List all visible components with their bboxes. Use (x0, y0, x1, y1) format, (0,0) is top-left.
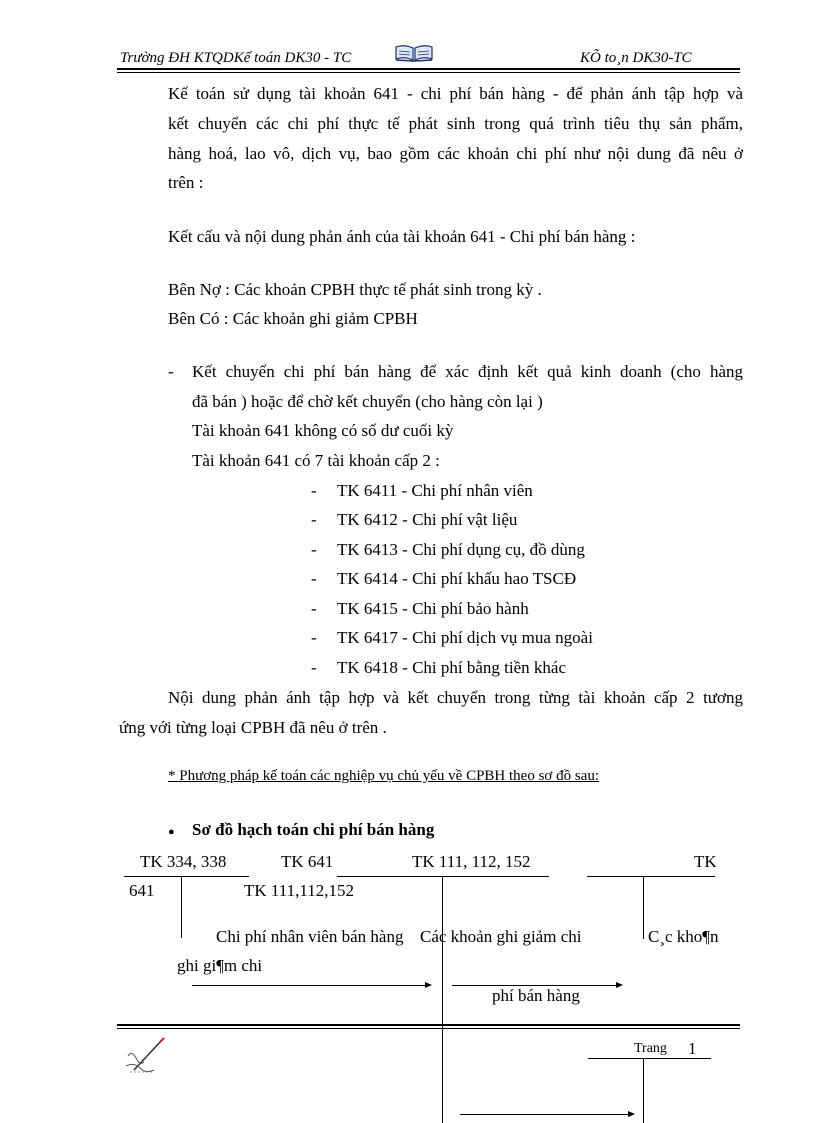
sub-account-6411: TK 6411 - Chi phí nhân viên (337, 481, 533, 500)
header-rule-thin (117, 72, 740, 73)
sub-dash: - (311, 569, 317, 588)
sub-dash: - (311, 599, 317, 618)
debit-line: Bên Nợ : Các khoản CPBH thực tế phát sinh trong kỳ . (168, 280, 542, 299)
account-tk334: TK 334, 338 (140, 852, 227, 871)
intro-line-1: Kế toán sử dụng tài khoản 641 - chi phí bán hàng - để phản ánh tập hợp và (168, 84, 743, 103)
intro-line-2: kết chuyển các chi phí thực tế phát sinh trong quá trình tiêu thụ sản phẩm, (168, 114, 743, 133)
t-account-stem-tk641 (442, 876, 443, 1123)
structure-heading: Kết cấu và nội dung phản ánh của tài khoản 641 - Chi phí bán hàng : (168, 227, 636, 246)
content-line-1: Nội dung phản ánh tập hợp và kết chuyển trong từng tài khoản cấp 2 tương (168, 688, 743, 707)
dash-bullet: - (168, 362, 174, 381)
account-tk641: TK 641 (281, 852, 334, 871)
account-tk111-top: TK 111, 112, 152 (412, 852, 531, 871)
arrow-to-tk641 (192, 985, 430, 986)
account-tk111-second: TK 111,112,152 (244, 881, 355, 900)
label-reduction-vn3: C¸c kho¶n (648, 927, 719, 946)
account-tk-right: TK (694, 852, 717, 871)
header-rule-thick (117, 68, 740, 70)
sub-dash: - (311, 628, 317, 647)
sub-account-6414: TK 6414 - Chi phí khấu hao TSCĐ (337, 569, 577, 588)
label-selling-cost: phí bán hàng (492, 986, 580, 1005)
sub-count-line: Tài khoản 641 có 7 tài khoản cấp 2 : (192, 451, 440, 470)
content-line-2: ứng với từng loại CPBH đã nêu ở trên . (119, 718, 387, 737)
label-reduction-vn3-cont: ghi gi¶m chi (177, 956, 263, 975)
bullet-icon: ● (168, 826, 175, 838)
header-right: KÕ to¸n DK30-TC (580, 50, 692, 66)
sub-account-6417: TK 6417 - Chi phí dịch vụ mua ngoài (337, 628, 593, 647)
t-account-top-tk334 (124, 876, 249, 877)
sub-account-6418: TK 6418 - Chi phí bằng tiền khác (337, 658, 566, 677)
t-account-stem-tk334 (181, 876, 182, 938)
header-left: Trường ĐH KTQDKế toán DK30 - TC (120, 50, 352, 66)
intro-line-4: trên : (168, 173, 204, 192)
t-account-top-tk641 (337, 876, 549, 877)
sub-dash: - (311, 481, 317, 500)
no-balance-line: Tài khoản 641 không có số dư cuối kỳ (192, 421, 454, 440)
open-book-icon (394, 43, 434, 68)
t-account-top-footer (588, 1058, 711, 1059)
intro-line-3: hàng hoá, lao vô, dịch vụ, bao gồm các khoản chi phí như nội dung đã nêu ở (168, 144, 743, 163)
credit-line: Bên Có : Các khoản ghi giảm CPBH (168, 309, 418, 328)
transfer-line-1: Kết chuyển chi phí bán hàng để xác định kết quả kinh doanh (cho hàng (192, 362, 743, 381)
t-account-stem-tk-right (643, 876, 644, 939)
method-heading: * Phương pháp kế toán các nghiệp vụ chủ yếu về CPBH theo sơ đồ sau: (168, 768, 600, 784)
arrow-bottom (460, 1114, 633, 1115)
sub-account-6413: TK 6413 - Chi phí dụng cụ, đồ dùng (337, 540, 585, 559)
diagram-title: Sơ đồ hạch toán chi phí bán hàng (192, 820, 435, 839)
sub-dash: - (311, 658, 317, 677)
t-account-stem-footer (643, 1058, 644, 1123)
sub-dash: - (311, 540, 317, 559)
sub-account-6415: TK 6415 - Chi phí bảo hành (337, 599, 529, 618)
label-salary-cost: Chi phí nhân viên bán hàng (216, 927, 404, 946)
footer-rule-thick (117, 1024, 740, 1026)
footer-rule-thin (117, 1028, 740, 1029)
pen-scribble-icon (124, 1036, 166, 1081)
t-account-top-tk-right (587, 876, 715, 877)
label-reduction: Các khoản ghi giảm chi (420, 927, 582, 946)
sub-dash: - (311, 510, 317, 529)
page-number: 1 (688, 1039, 697, 1058)
page-label: Trang (634, 1041, 667, 1056)
sub-account-6412: TK 6412 - Chi phí vật liệu (337, 510, 518, 529)
transfer-line-2: đã bán ) hoặc để chờ kết chuyển (cho hàng còn lại ) (192, 392, 543, 411)
account-641-label: 641 (129, 881, 155, 900)
